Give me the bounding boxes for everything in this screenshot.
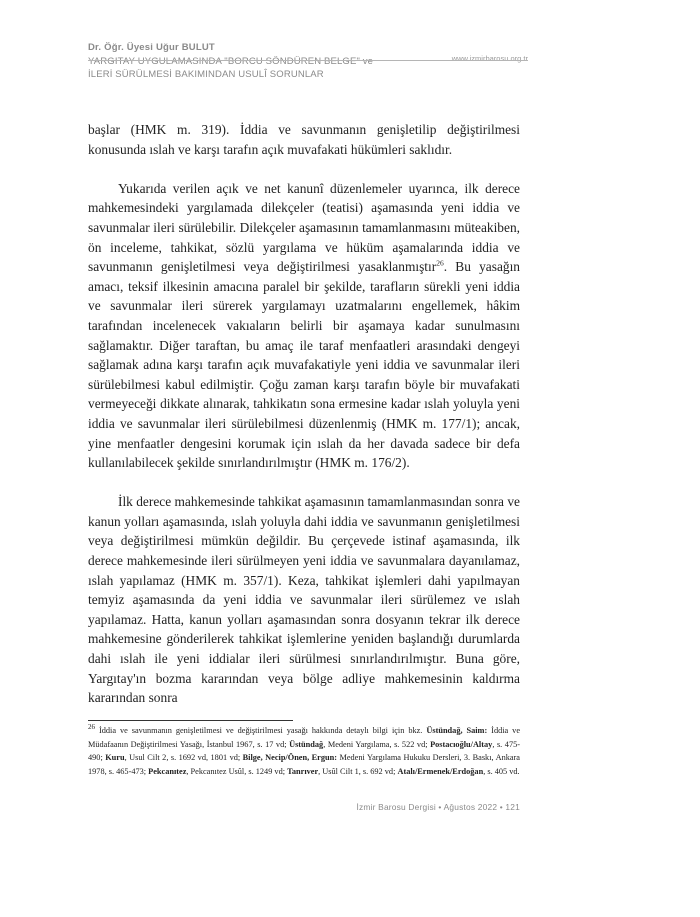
header-author: Dr. Öğr. Üyesi Uğur BULUT [88,42,215,53]
footnote-text: , Medeni Yargılama, s. 522 vd; [323,739,431,749]
footnote-text: , Usûl Cilt 1, s. 692 vd; [318,766,398,776]
footnote-author: Postacıoğlu/Altay [430,739,493,749]
footnote-author: Bilge, Necip/Önen, Ergun: [242,753,337,763]
paragraph-1: başlar (HMK m. 319). İddia ve savunmanın genişletilip değiştirilmesi konusunda ıslah ve karşı tarafın açık muvafakati hükümleri saklıdır. [88,122,520,157]
footnote-author: Üstündağ [289,739,324,749]
header-title-line-2: İLERİ SÜRÜLMESİ BAKIMINDAN USULÎ SORUNLAR [88,68,324,80]
footnote-text: , Pekcanıtez Usûl, s. 1249 vd; [186,766,288,776]
footnote-author: Atalı/Ermenek/Erdoğan [397,766,484,776]
paragraph-3: İlk derece mahkemesinde tahkikat aşamasının tamamlanmasından sonra ve kanun yolları aşamasında, ıslah yoluyla dahi iddia ve savunmanın genişletilmesi veya değiştirilmesi mümkün değildir. Bu çerçevede istinaf aşamasında, ilk derece mahkemesinde ileri sürülmeyen yeni iddia ve savunmalara dayanılamaz, ıslah yapılamaz (HMK m. 357/1). Keza, tahkikat işlemleri dahi yapılmayan temyiz aşamasında da yeni iddia ve savunmalar ileri sürülemez ve ıslah yapılamaz. Hatta, kanun yolları aşamasından sonra dosyanın tekrar ilk derece mahkemesine gönderilerek tahkikat işlemlerine yeniden başlandığı durumlarda dahi ıslah ile yeni iddialar ileri sürülmesi sınırlandırılmıştır. Buna göre, Yargıtay'ın bozma kararından veya bölge adliye mahkemesinin kaldırma kararından sonra [88,494,520,706]
footnote-author: Kuru [105,753,125,763]
footnote-author: Tanrıver [287,766,319,776]
footnote-text: İddia ve Müdafaanın Değiştirilmesi Yasağı, İstanbul 1967, s. 17 vd; [88,726,521,749]
paragraph-2 [88,179,520,473]
footnote-author: Üstündağ, Saim: [426,726,488,735]
page-footer: İzmir Barosu Dergisi • Ağustos 2022 • 121 [356,802,520,812]
footnote-text: , Usul Cilt 2, s. 1692 vd, 1801 vd; [124,753,243,763]
paragraph-2-part-a: Yukarıda verilen açık ve net kanunî düzenlemeler uyarınca, ilk derece mahkemesindeki yargılamada dilekçeler (teatisi) aşamasında yeni iddia ve savunmalar ileri sürülebilir. Dilekçeler aşamasının tamamlanmasını müteakiben, ön inceleme, tahkikat, sözlü yargılama ve hüküm aşamalarında iddia ve savunmanın genişletilmesi veya değiştirilmesi yasaklanmıştır [88,180,520,275]
header-rule [88,60,528,61]
footnote-text: , s. 405 vd. [483,766,520,776]
footnote-text: , s. 475-490; [88,739,520,763]
footnote-reference: 26 [436,258,444,268]
paragraph-2-part-b: . Bu yasağın amacı, teksif ilkesinin amacına paralel bir şekilde, tarafların sürekli yeni iddia ve savunmalar ileri sürerek yargılamayı uzatmalarını engellemek, hâkim tarafından incelenecek vakıaların belirli bir aşamaya kadar sunulmasını sağlamaktır. Diğer taraftan, bu amaç ile taraf menfaatleri arasındaki dengeyi sağlamak adına karşı tarafın açık muvafakatiyle yeni iddia ve savunmalar ileri sürülebilmesi kabul edilmiştir. Çoğu zaman karşı tarafın böyle bir muvafakati vermeyeceği dikkate alınarak, tahkikatın sona ermesine kadar ıslah yoluyla yeni iddia ve savunmalar ileri sürülebilmesi düzenlenmiş (HMK m. 177/1); ancak, yine menfaatler dengesini korumak için ıslah da her davada sadece bir defa kullanılabilecek şekilde sınırlandırılmıştır (HMK m. 176/2). [88,259,520,471]
footnote-number: 26 [88,723,95,732]
header-website: www.izmirbarosu.org.tr [451,54,528,63]
footnote-rule [88,720,293,721]
header-title-line-1: YARGITAY UYGULAMASINDA "BORCU SÖNDÜREN BELGE" ve [88,56,374,67]
footnote-text: Medeni Yargılama Hukuku Dersleri, 3. Baskı, Ankara 1978, s. 465-473; [88,753,520,776]
footnote-text: İddia ve savunmanın genişletilmesi ve değiştirilmesi yasağı hakkında detaylı bilgi için bkz. [99,726,427,735]
footnote-26 [88,724,520,778]
main-text [88,120,520,708]
running-header [88,42,528,81]
footnote-author: Pekcanıtez [148,766,187,776]
